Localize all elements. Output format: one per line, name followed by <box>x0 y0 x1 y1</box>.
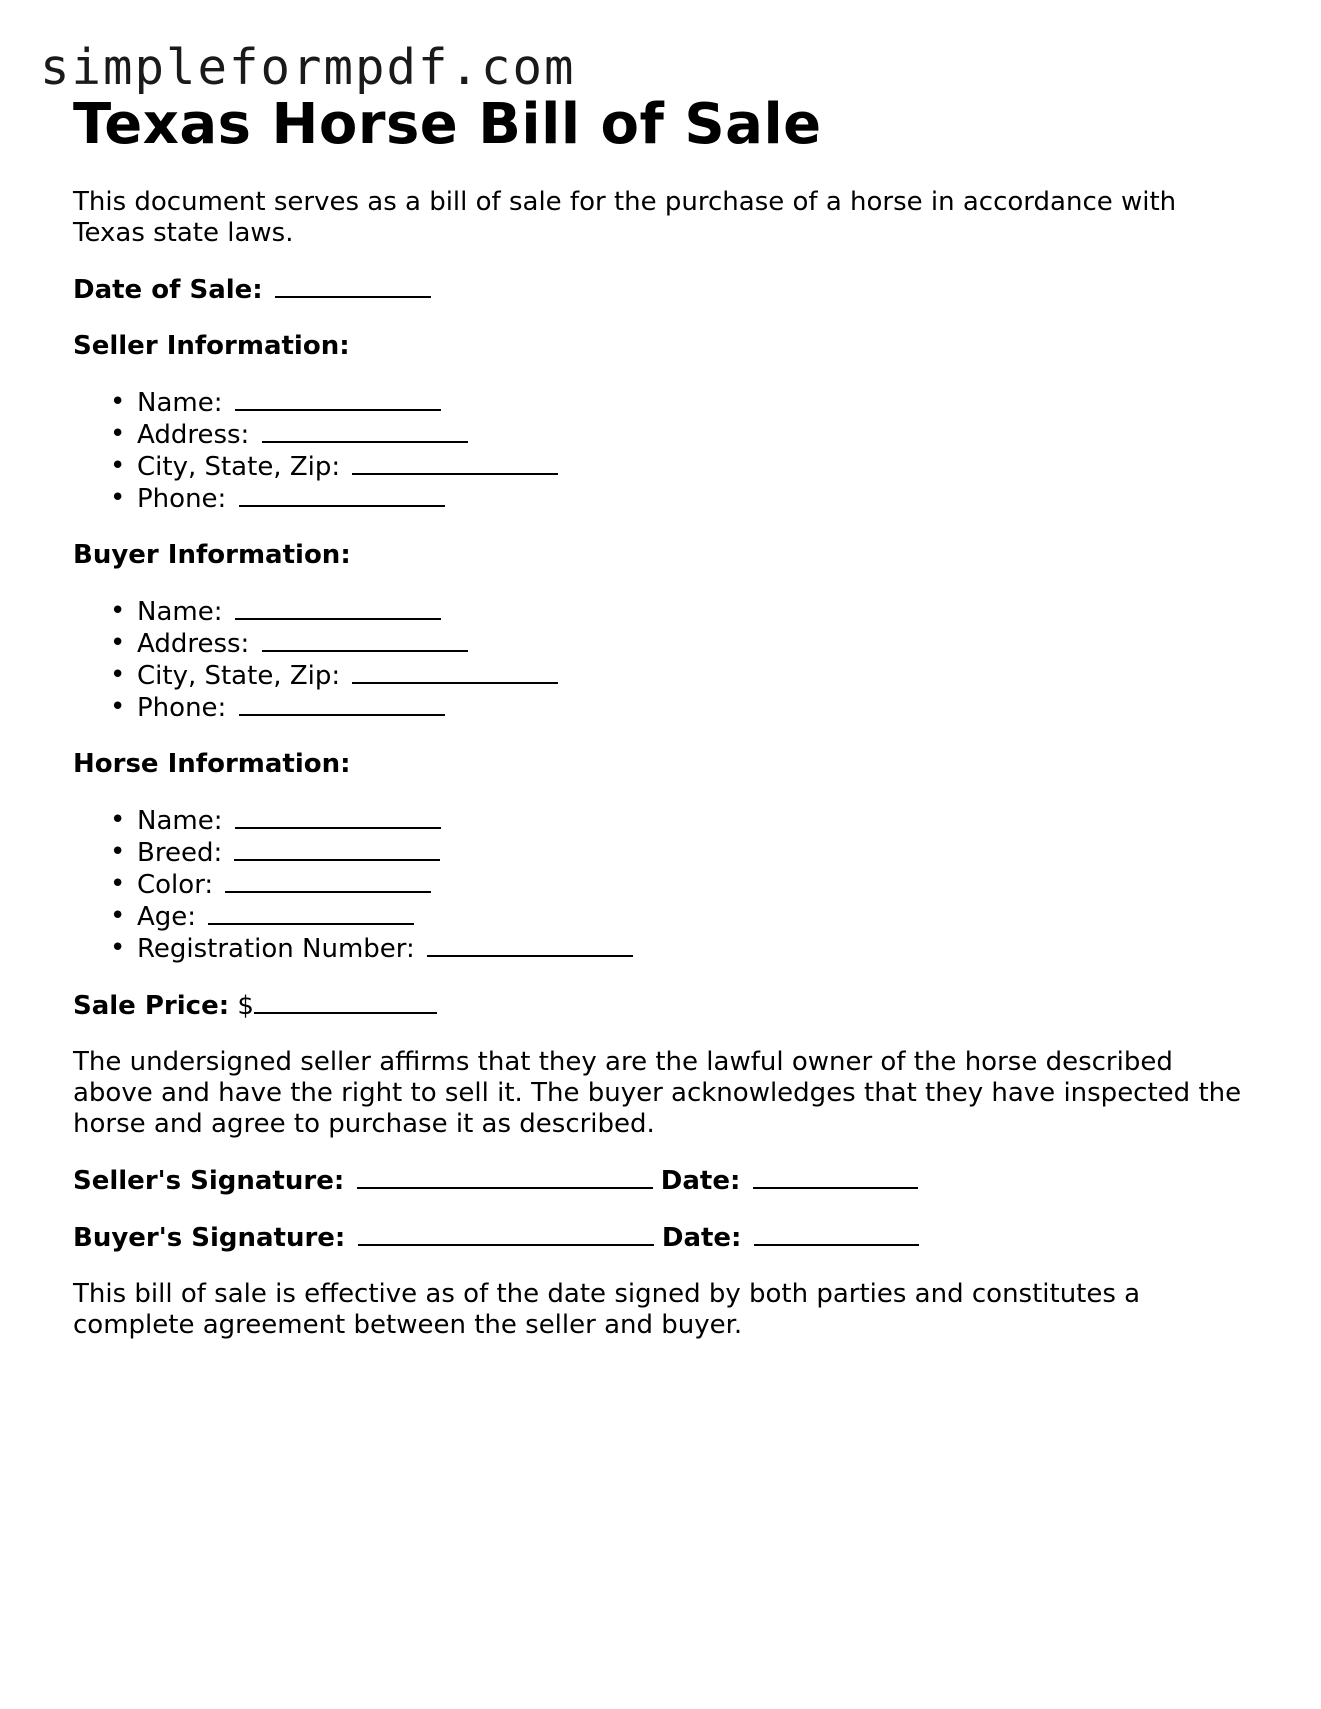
intro-paragraph: This document serves as a bill of sale for the purchase of a horse in accordance with Texas state laws. <box>73 187 1177 248</box>
seller-date-label: Date: <box>660 1166 741 1196</box>
list-item: • Address: <box>137 419 1253 451</box>
horse-name-field[interactable] <box>235 805 441 829</box>
seller-field-list <box>73 387 1253 515</box>
buyer-signature-label: Buyer's Signature: <box>73 1223 346 1253</box>
list-item: • Phone: <box>137 692 1253 724</box>
seller-address-label: Address: <box>137 420 250 450</box>
page-title: Texas Horse Bill of Sale <box>73 92 822 157</box>
list-item: • Name: <box>137 387 1253 419</box>
seller-phone-label: Phone: <box>137 484 227 514</box>
horse-age-field[interactable] <box>208 901 414 925</box>
list-item: • City, State, Zip: <box>137 451 1253 483</box>
document-body <box>73 86 1253 1341</box>
horse-name-label: Name: <box>137 806 223 836</box>
horse-registration-field[interactable] <box>427 933 633 957</box>
buyer-date-label: Date: <box>661 1223 742 1253</box>
list-item: • Name: <box>137 596 1253 628</box>
horse-breed-label: Breed: <box>137 838 223 868</box>
buyer-city-state-zip-field[interactable] <box>352 660 558 684</box>
currency-symbol: $ <box>237 991 254 1021</box>
list-item: • Phone: <box>137 483 1253 515</box>
seller-signature-label: Seller's Signature: <box>73 1166 345 1196</box>
date-of-sale-row <box>73 274 1253 306</box>
seller-signature-row <box>73 1165 1253 1197</box>
seller-address-field[interactable] <box>262 419 468 443</box>
seller-city-state-zip-label: City, State, Zip: <box>137 452 341 482</box>
seller-city-state-zip-field[interactable] <box>352 451 558 475</box>
buyer-address-label: Address: <box>137 629 250 659</box>
list-item: • Breed: <box>137 837 1253 869</box>
sale-price-row <box>73 990 1253 1022</box>
buyer-section-heading: Buyer Information: <box>73 540 351 570</box>
sale-price-label: Sale Price: <box>73 991 230 1021</box>
seller-date-field[interactable] <box>753 1165 918 1189</box>
horse-registration-label: Registration Number: <box>137 934 415 964</box>
seller-section-heading: Seller Information: <box>73 331 350 361</box>
list-item: • Color: <box>137 869 1253 901</box>
buyer-signature-field[interactable] <box>358 1222 654 1246</box>
buyer-city-state-zip-label: City, State, Zip: <box>137 661 341 691</box>
sale-price-field[interactable] <box>254 990 437 1014</box>
affirmation-paragraph: The undersigned seller affirms that they are the lawful owner of the horse described above and have the right to sell it. The buyer acknowledges that they have inspected the horse and agree to purchase it as described. <box>73 1047 1242 1139</box>
horse-age-label: Age: <box>137 902 197 932</box>
buyer-phone-label: Phone: <box>137 693 227 723</box>
site-watermark: simpleformpdf.com <box>40 39 576 96</box>
buyer-name-field[interactable] <box>235 596 441 620</box>
list-item: • Registration Number: <box>137 933 1253 965</box>
closing-paragraph: This bill of sale is effective as of the date signed by both parties and constitutes a complete agreement between the seller and buyer. <box>73 1279 1141 1340</box>
buyer-signature-row <box>73 1222 1253 1254</box>
list-item: • Address: <box>137 628 1253 660</box>
buyer-date-field[interactable] <box>754 1222 919 1246</box>
horse-breed-field[interactable] <box>234 837 440 861</box>
list-item: • Age: <box>137 901 1253 933</box>
date-of-sale-label: Date of Sale: <box>73 275 263 305</box>
buyer-name-label: Name: <box>137 597 223 627</box>
buyer-address-field[interactable] <box>262 628 468 652</box>
horse-color-field[interactable] <box>225 869 431 893</box>
date-of-sale-field[interactable] <box>275 274 431 298</box>
buyer-phone-field[interactable] <box>239 692 445 716</box>
seller-name-field[interactable] <box>235 387 441 411</box>
list-item: • City, State, Zip: <box>137 660 1253 692</box>
horse-color-label: Color: <box>137 870 214 900</box>
seller-name-label: Name: <box>137 388 223 418</box>
horse-field-list <box>73 805 1253 965</box>
horse-section-heading: Horse Information: <box>73 749 351 779</box>
seller-signature-field[interactable] <box>357 1165 653 1189</box>
seller-phone-field[interactable] <box>239 483 445 507</box>
list-item: • Name: <box>137 805 1253 837</box>
buyer-field-list <box>73 596 1253 724</box>
